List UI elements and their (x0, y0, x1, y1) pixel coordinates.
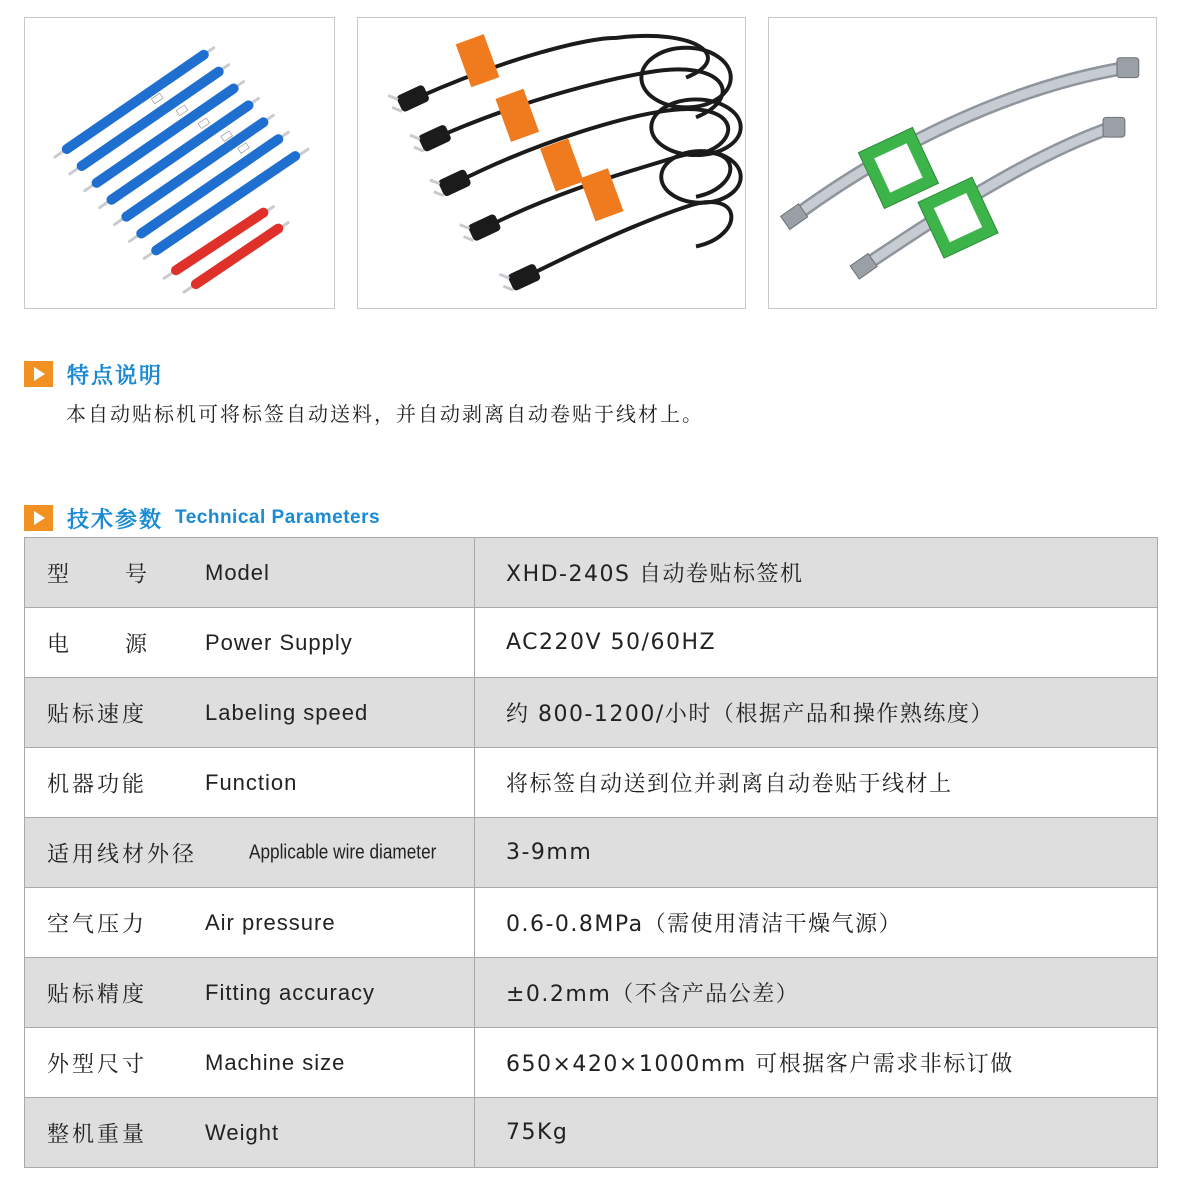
braided-hoses-illustration (769, 18, 1156, 308)
param-value: 0.6-0.8MPa（需使用清洁干燥气源） (475, 888, 1158, 958)
table-row (25, 958, 1158, 1028)
param-label-cn: 外型尺寸 (47, 1052, 148, 1077)
features-heading (24, 359, 163, 389)
product-photo-colored-wires (24, 17, 335, 309)
param-label-en: Power Supply (205, 629, 353, 655)
param-label-cell (25, 958, 475, 1028)
param-label-cell (25, 1028, 475, 1098)
table-row (25, 538, 1158, 608)
param-label-en: Weight (205, 1119, 280, 1145)
param-label-cn: 适用线材外径 (47, 842, 198, 867)
param-label-en: Fitting accuracy (205, 979, 376, 1005)
table-row (25, 678, 1158, 748)
features-title: 特点说明 (67, 363, 164, 389)
table-row (25, 748, 1158, 818)
param-label-en: Air pressure (205, 909, 336, 935)
param-value: XHD-240S 自动卷贴标签机 (475, 538, 1158, 608)
param-label-cn: 贴标精度 (47, 982, 148, 1007)
param-value: AC220V 50/60HZ (475, 608, 1158, 678)
param-label-cn: 型号 (47, 562, 204, 587)
param-label-en: Model (205, 559, 270, 585)
parameters-heading (24, 503, 380, 533)
param-value: 将标签自动送到位并剥离自动卷贴于线材上 (475, 748, 1158, 818)
param-value: 3-9mm (475, 818, 1158, 888)
product-photo-braided-hoses (768, 17, 1157, 309)
table-row (25, 818, 1158, 888)
table-row (25, 608, 1158, 678)
colored-wires-illustration (25, 18, 334, 308)
param-label-cell (25, 748, 475, 818)
param-label-cell (25, 818, 475, 888)
power-cords-illustration (358, 18, 745, 308)
param-label-en: Applicable wire diameter (249, 841, 437, 863)
param-label-en: Labeling speed (205, 699, 369, 725)
param-value: 650×420×1000mm 可根据客户需求非标订做 (475, 1028, 1158, 1098)
param-label-en: Machine size (205, 1049, 346, 1075)
parameters-title: 技术参数 (67, 507, 164, 533)
parameters-title-en: Technical Parameters (175, 507, 381, 528)
param-label-cn: 整机重量 (47, 1122, 148, 1147)
param-label-cell (25, 678, 475, 748)
product-photo-power-cords (357, 17, 746, 309)
param-label-cell (25, 608, 475, 678)
features-description: 本自动贴标机可将标签自动送料，并自动剥离自动卷贴于线材上。 (66, 402, 704, 426)
table-row (25, 1098, 1158, 1168)
play-arrow-icon (24, 505, 53, 531)
param-label-cn: 机器功能 (47, 772, 148, 797)
param-label-cn: 贴标速度 (47, 702, 148, 727)
param-label-cn: 电源 (47, 632, 204, 657)
param-label-en: Function (205, 769, 298, 795)
param-value: ±0.2mm（不含产品公差） (475, 958, 1158, 1028)
play-arrow-icon (24, 361, 53, 387)
param-value: 约 800-1200/小时（根据产品和操作熟练度） (475, 678, 1158, 748)
param-label-cell (25, 538, 475, 608)
param-label-cn: 空气压力 (47, 912, 148, 937)
param-label-cell (25, 888, 475, 958)
parameters-table (24, 537, 1158, 1168)
table-row (25, 888, 1158, 958)
table-row (25, 1028, 1158, 1098)
param-label-cell (25, 1098, 475, 1168)
param-value: 75Kg (475, 1098, 1158, 1168)
